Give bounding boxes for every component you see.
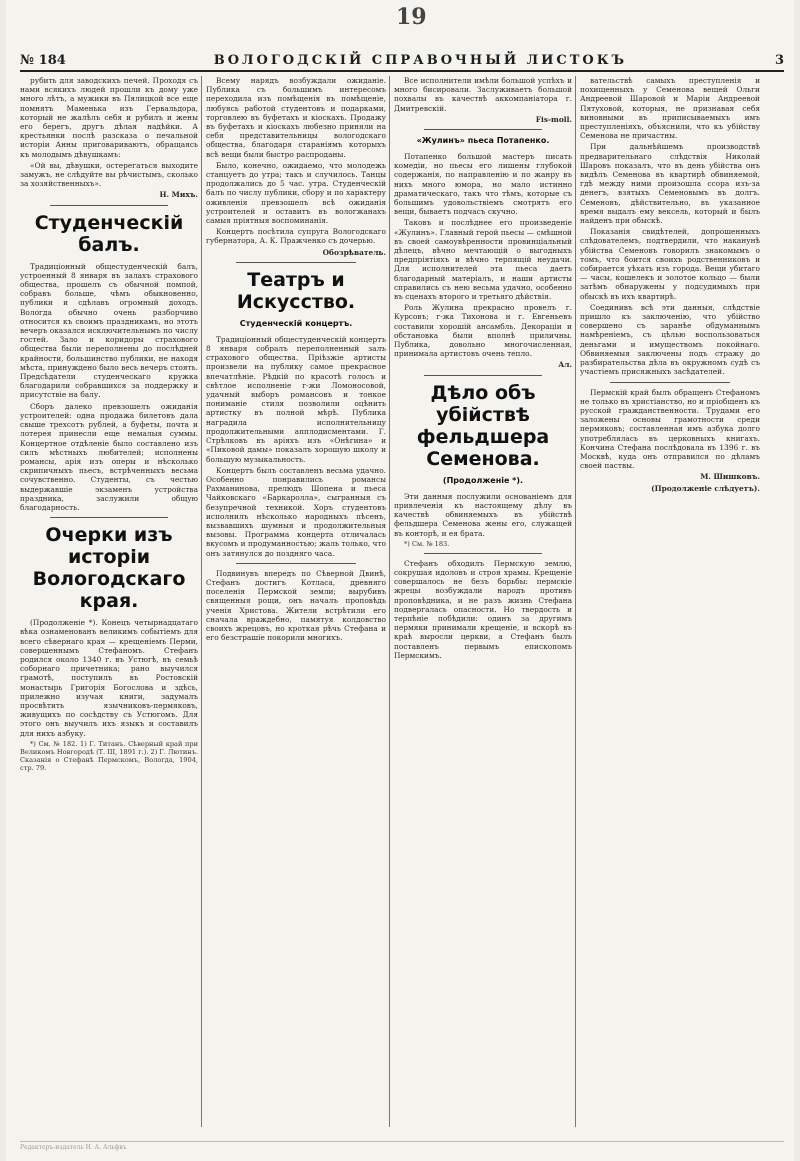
divider [424, 375, 542, 376]
signature: Fis-moll. [535, 114, 572, 124]
paragraph: Было, конечно, ожидаемо, что молодежь станцуетъ до утра; такъ и случилось. Танцы продолжались до 5 час. утра. Студенческій балъ по числу публики, сбору и по характеру оживленія превзошелъ всѣ ожиданія устроителей и оставитъ въ вологжанахъ самыя пріятныя воспоминанія. [206, 160, 386, 226]
heading-history-essays: Очерки изъ исторiи Вологодскаго края. [32, 524, 186, 613]
divider [424, 553, 542, 554]
paragraph: Сборъ далеко превзошелъ ожиданія устроителей: одна продажа билетовъ дала свыше трехсотъ рублей, а буфеты, почта и лотерея принесли еще немалыя суммы. Концертное отдѣленіе было составлено изъ силъ мѣстныхъ любителей; исполнены романсы, арія изъ оперы и нѣсколько скрипичныхъ пьесъ, встрѣченныхъ весьма сочувственно. Студенты, съ честью выдержавшіе экзаменъ устройства праздника, заслужили общую благодарность. [20, 401, 198, 512]
divider [236, 563, 356, 564]
column-rule [389, 76, 390, 1127]
paragraph: Стефанъ обходилъ Пермскую землю, сокрушая идоловъ и строя храмы. Крещеніе совершалось не безъ борьбы: пермскіе жрецы возбуждали народъ противъ проповѣдника, и не разъ жизнь Стефана подвергалась опасности. Но твердость и терпѣніе побѣдили: одинъ за другимъ пермяки принимали крещеніе, и вскорѣ въ краѣ выросли церкви, а Стефанъ былъ поставленъ первымъ епископомъ Пермскимъ. [394, 558, 572, 660]
paragraph: При дальнѣйшемъ производствѣ предварительнаго слѣдствія Николай Шаровъ показалъ, что въ день убійства онъ видѣлъ Семенова въ квартирѣ обвиняемой, гдѣ между ними произошла ссора изъ-за денегъ, взятыхъ Семеновымъ въ долгъ. Семеновъ, дѣйствительно, въ указанное время выдалъ ему вексель, который и былъ найденъ при обыскѣ. [580, 142, 760, 226]
paragraph: Роль Жулина прекрасно провелъ г. Курсовъ; г-жа Тихонова и г. Евгеньевъ составили хорошій ансамбль. Декораціи и обстановка были вполнѣ приличны. Публика, довольно многочисленная, принимала артистовъ очень тепло. [394, 303, 572, 359]
paragraph: Традиціонный общестуденческій концертъ 8 января собралъ переполненный залъ страхового общества. Пріѣзжіе артисты произвели на публику самое прекрасное впечатлѣніе. Рѣдкій по красотѣ голосъ и свѣтлое исполненіе г-жи Ломоносовой, удачный выборъ романсовъ и тонкое пониманіе стиля позволили оцѣнить артистку въ полной мѣрѣ. Публика наградила исполнительницу продолжительными апплодисментами. Г. Стрѣлковъ въ аріяхъ изъ «Онѣгина» и «Пиковой дамы» показалъ хорошую школу и большую музыкальность. [206, 334, 386, 464]
divider [610, 382, 730, 383]
column-3 [394, 76, 572, 1116]
signature: Обозрѣватель. [322, 247, 386, 257]
divider [50, 517, 168, 518]
paragraph: Подвинувъ впередъ по Сѣверной Двинѣ, Стефанъ достигъ Котласа, древняго поселенія Пермской земли; вырубивъ священныя рощи, онъ началъ проповѣдь ученія Христова. Жители встрѣтили его сначала враждебно, памятуя колдовство своихъ жрецовъ, но кроткая рѣчь Стефана и его безстрашіе покорили многихъ. [206, 568, 386, 643]
signature: М. Шишковъ. [700, 472, 760, 482]
subheading-concert: Студенческiй концертъ. [239, 318, 353, 328]
column-rule [575, 76, 576, 1127]
heading-student-ball: Студенческiй балъ. [34, 211, 184, 256]
footer-line: Редакторъ-издатель Н. А. Альфвъ [20, 1141, 784, 1151]
masthead [20, 50, 784, 72]
signature: Ал. [558, 360, 572, 370]
paragraph: Концертъ былъ составленъ весьма удачно. Особенно понравились романсы Рахманинова, прелюдъ Шопена и пьеса Чайковскаго «Баркаролла», сыгранныя съ безупречной техникой. Хоръ студентовъ исполнилъ нѣсколько народныхъ пѣсенъ, вызвавшихъ шумныя и продолжительныя вызовы. Программа концерта отличалась вкусомъ и продуманностью; жаль только, что онъ затянулся до поздняго часа. [206, 465, 386, 558]
paragraph: Все исполнители имѣли большой успѣхъ и много бисировали. Заслуживаетъ большой похвалы въ качествѣ аккомпаніатора г. Дмитревскій. [394, 76, 572, 113]
divider [236, 262, 356, 263]
column-rule [201, 76, 202, 1127]
paragraph: Потапенко большой мастеръ писать комедіи, но пьесы его лишены глубокой содержанія, по направленію и по жанру въ нихъ много юмора, но мало истинно драматическаго, такъ что тѣмъ, которые съ большимъ удовольствіемъ смотрятъ его вещи, бываетъ подчасъ скучно. [394, 152, 572, 217]
signature: Н. Михъ. [159, 190, 198, 200]
paragraph: (Продолженіе *). Конецъ четырнадцатаго вѣка ознаменованъ великимъ событіемъ для всего сѣвернаго края — крещеніемъ Перми, совершеннымъ Стефаномъ. Стефанъ родился около 1340 г. въ Устюгѣ, въ семьѣ соборнаго причетника; рано выучился грамотѣ, поступилъ въ Ростовскій монастырь Григорія Богослова и здѣсь, прилежно изучая книги, задумалъ просвѣтить язычниковъ-пермяковъ, живущихъ по сосѣдству съ Устюгомъ. Для этого онъ выучилъ ихъ языкъ и составилъ для нихъ азбуку. [20, 618, 198, 738]
paragraph: вательствѣ самыхъ преступленія и похищенныхъ у Семенова вещей Ольги Андреевой Шаровой и Маріи Андреевой Пятуховой, которыя, не признавая себя виновными въ приписываемыхъ имъ преступленіяхъ, объяснили, что къ убійству Семенова не причастны. [580, 76, 760, 141]
column-2 [206, 76, 386, 1116]
column-1 [20, 76, 198, 1116]
paragraph: Пермскій край былъ обращенъ Стефаномъ не только въ христіанство, но и пріобщенъ къ русской гражданственности. Трудами его заложены основы грамотности среди пермяковъ; составленная имъ азбука долго употреблялась въ церковныхъ книгахъ. Кончина Стефана послѣдовала въ 1396 г. въ Москвѣ, куда онъ отправился по дѣламъ своей паствы. [580, 387, 760, 471]
top-mark: 19 [396, 4, 427, 30]
paragraph: Всему нарядъ возбуждали ожиданіе. Публика съ большимъ интересомъ переходила изъ помѣщенія въ помѣщеніе, любуясь работой студентовъ и подарками, торговлею въ буфетахъ и кіоскахъ. Продажу въ буфетахъ и кіоскахъ любезно приняли на себя представительницы вологодскаго общества, благодаря стараніямъ которыхъ всѣ вещи были быстро распроданы. [206, 76, 386, 159]
subheading-continuation: (Продолженіе *). [442, 475, 524, 485]
heading-theatre: Театръ и Искусство. [236, 268, 356, 313]
footnote: *) См. № 183. [404, 539, 450, 548]
footnote: *) См. № 182. 1) Г. Титанъ. Сѣверный край при Великомъ Новгородѣ (Т. III, 1891 г.). 2) Г. Лютинъ. Сказанія о Стефанѣ Пермскомъ, Вологда, 1904, стр. 79. [20, 739, 198, 772]
paragraph: Таковъ и послѣднее его произведеніе «Жулинъ». Главный герой пьесы — смѣшной въ своей самоувѣренности провинціальный дѣлецъ, вѣчно мечтающій о выгодныхъ предпріятіяхъ и вѣчно терпящій неудачи. Для исполнителей эта пьеса даетъ благодарный матеріалъ, и наши артисты справились съ нею весьма удачно, особенно въ сценахъ второго и третьяго дѣйствія. [394, 218, 572, 302]
paragraph: Эти данныя послужили основаніемъ для привлеченія къ настоящему дѣлу въ качествѣ обвиняемыхъ въ убійствѣ фельдшера Семенова жены его, служащей въ конторѣ, и ея брата. [394, 491, 572, 538]
paragraph: «Ой вы, дѣвушки, остерегаться выходите замужъ, не слѣдуйте вы рѣчистымъ, сколько за хозяйственныхъ». [20, 160, 198, 189]
paragraph: Показанія свидѣтелей, допрошенныхъ слѣдователемъ, подтвердили, что наканунѣ убійства Семеновъ говорилъ знакомымъ о томъ, что боится своихъ родственниковъ и собирается уѣхать изъ города. Вещи убитаго — часы, кошелекъ и золотое кольцо — были затѣмъ обнаружены у подсудимыхъ при обыскѣ въ ихъ квартирѣ. [580, 227, 760, 301]
paragraph: рубить для заводскихъ печей. Проходя съ нами всякихъ людей прошли къ дому уже много лѣтъ, а мужики въ Пялицкой все еще помнятъ Маменька изъ Гервальдора, который не жалѣлъ себя и рубилъ и жены его берегъ, другъ дѣлая надѣйки. А крестьянки послѣ разсказа о печальной исторіи Анны приговариваютъ, обращаясь къ молодымъ дѣвушкамъ: [20, 76, 198, 159]
paragraph: Концертъ посѣтила супруга Вологодскаго губернатора, А. К. Пражченко съ дочерью. [206, 227, 386, 246]
divider [424, 129, 542, 130]
divider [50, 205, 168, 206]
column-4 [580, 76, 760, 1116]
paragraph: Соединивъ всѣ эти данныя, слѣдствіе пришло къ заключенію, что убійство совершено съ заранѣе обдуманнымъ намѣреніемъ, съ цѣлью воспользоваться деньгами и имуществомъ покойнаго. Обвиняемыя заключены подъ стражу до разбирательства дѣла въ окружномъ судѣ съ участіемъ присяжныхъ засѣдателей. [580, 302, 760, 377]
heading-zhulin: «Жулинъ» пьеса Потапенко. [416, 136, 550, 146]
paragraph: Традиціонный общестуденческій балъ, устроенный 8 января въ залахъ страхового общества, прошелъ съ обычной помпой, собравъ больше, чѣмъ обыкновенно, публики и сдѣлавъ огромный доходъ. Вологда обычно очень разборчиво относится къ своимъ праздникамъ, но этотъ вечеръ оказался исключительнымъ по числу гостей. Зало и коридоры страхового общества были переполнены до послѣдней крайности, большинство публики, не находя мѣста, принуждено было весь вечеръ стоять. Предсѣдатели студенческаго кружка благодарили собравшихся за поддержку и присутствіе на балу. [20, 261, 198, 400]
continued-note: (Продолженіе слѣдуетъ). [651, 483, 760, 493]
newspaper-page [6, 0, 794, 1161]
issue-number: № 184 [20, 52, 66, 68]
newspaper-title: ВОЛОГОДСКIЙ СПРАВОЧНЫЙ ЛИСТОКЪ [213, 52, 628, 68]
heading-murder-case: Дѣло объ убiйствѣ фельдшера Семенова. [416, 381, 550, 470]
page-number: 3 [774, 52, 784, 68]
